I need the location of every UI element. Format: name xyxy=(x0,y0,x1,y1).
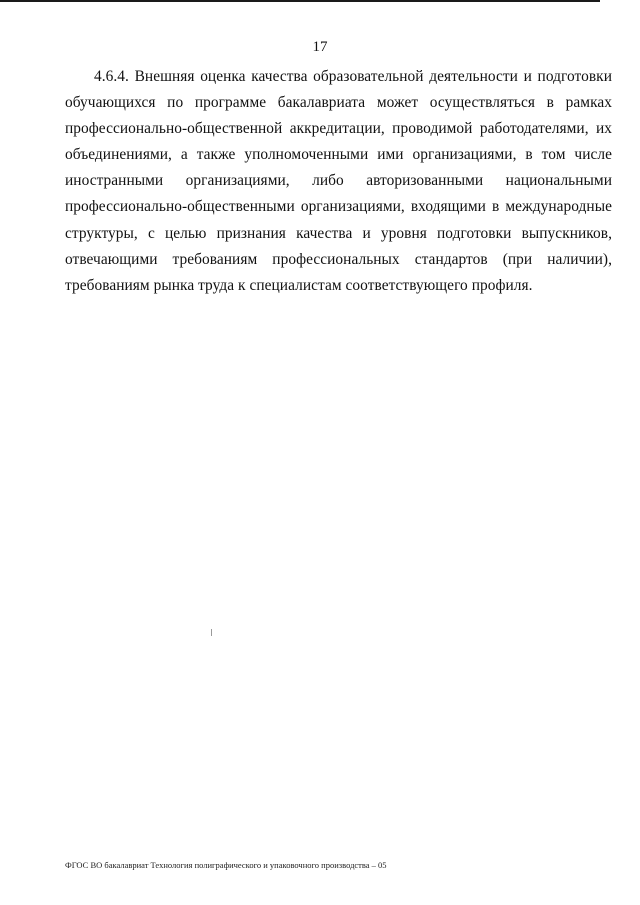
scan-top-border xyxy=(0,0,600,2)
section-paragraph: 4.6.4. Внешняя оценка качества образовательной деятельности и подготовки обучающихся по программе бакалавриата может осуществляться в рамках профессионально-общественной аккредитации, проводимой работодателями, их объединениями, а также уполномоченными ими организациями, в том числе иностранными организациями, либо авторизованными национальными профессионально-общественными организациями, входящими в международные структуры, с целью признания качества и уровня подготовки выпускников, отвечающими требованиям профессиональных стандартов (при наличии), требованиям рынка труда к специалистам соответствующего профиля. xyxy=(65,68,612,294)
page-number: 17 xyxy=(312,39,328,55)
document-footer: ФГОС ВО бакалавриат Технология полиграфического и упаковочного производства – 05 xyxy=(65,860,387,870)
scan-artifact xyxy=(211,629,212,636)
